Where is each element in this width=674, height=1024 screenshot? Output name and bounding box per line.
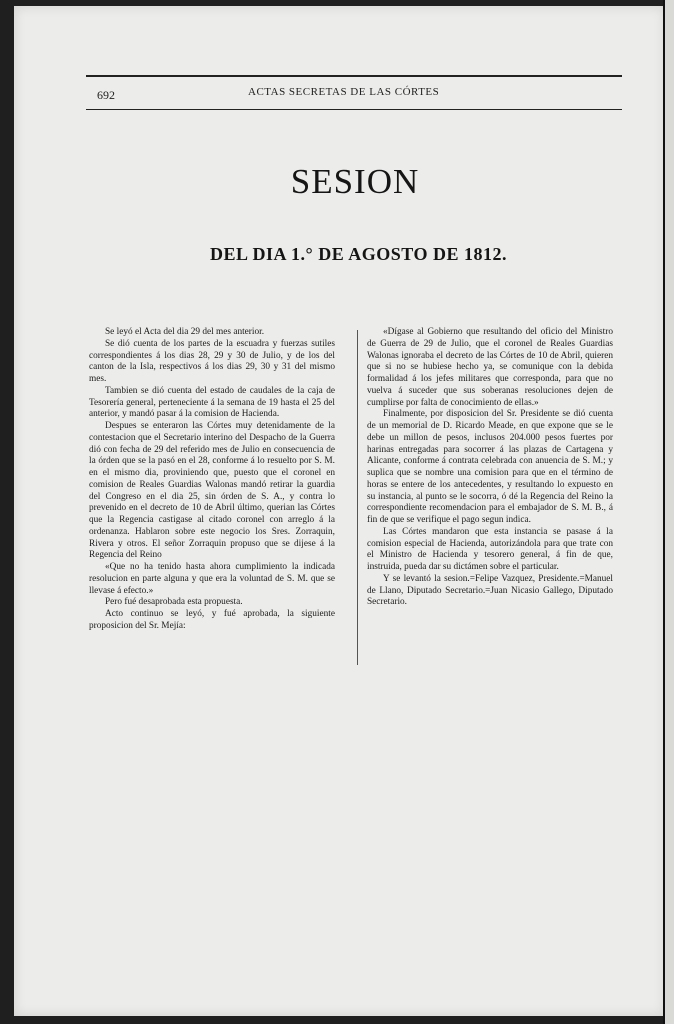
paragraph: Acto continuo se leyó, y fué aprobada, la siguiente proposicion del Sr. Mejía: [89,609,335,631]
paragraph: «Dígase al Gobierno que resultando del oficio del Ministro de Guerra de 29 de Julio, que el coronel de Reales Guardias Walonas ignoraba el decreto de las Córtes de 10 de Abril, quieren que si no se hubiese hecho ya, se comunique con la debida formalidad á los jefes militares que corresponda, para que no vuelva á suceder que sus soberanas resoluciones dejen de cumplirse por falta de conocimiento de ellas.» [367,327,613,408]
running-title: ACTAS SECRETAS DE LAS CÓRTES [248,86,440,98]
left-column [89,327,335,633]
paragraph: Despues se enteraron las Córtes muy detenidamente de la contestacion que el Secretario interino del Despacho de la Guerra dió con fecha de 29 del referido mes de Julio en consecuencia de la órden que se la pasó en el 28, conforme á lo resuelto por S. M. en el mismo dia, proviniendo que, puesto que el coronel en comision de Reales Guardias Walonas mandó retirar la guardia del Congreso en el dia 25, sin órden de S. A., y contra lo prevenido en el decreto de 10 de Abril último, querian las Córtes que la Regencia castigase al citado coronel con arreglo á la ordenanza. Hablaron sobre este negocio los Sres. Zorraquin, Rivera y otros. El señor Zorraquin propuso que se dijese á la Regencia del Reino [89,421,335,561]
paragraph: Tambien se dió cuenta del estado de caudales de la caja de Tesorería general, perteneciente á la semana de 19 hasta el 25 del anterior, y mandó pasar á la comision de Hacienda. [89,385,335,420]
paragraph: Se dió cuenta de los partes de la escuadra y fuerzas sutiles correspondientes á los dias 28, 29 y 30 de Julio, y de los del canton de la Isla, respectivos á los dias 29, 30 y 31 del mismo mes. [89,338,335,384]
paragraph: Se leyó el Acta del dia 29 del mes anterior. [105,327,265,337]
paragraph: Las Córtes mandaron que esta instancia se pasase á la comision especial de Hacienda, autorizándola para que trate con el Ministro de Hacienda y tesorero general, á fin de que, instruida, pueda dar su dictámen sobre el particular. [367,526,613,572]
paragraph: Pero fué desaprobada esta propuesta. [105,597,243,608]
header-rule-bottom [86,109,622,110]
right-column [367,327,613,609]
paragraph: Finalmente, por disposicion del Sr. Presidente se dió cuenta de un memorial de D. Ricardo Meade, en que expone que se le debe un millon de pesos, inclusos 204.000 pesos fuertes por harinas entregadas para socorrer á las plazas de Cartagena y Alicante, conforme á contrata celebrada con anuencia de S. M.; y suplica que se nombre una comision para que en el término de horas se entere de los antecedentes, y resultando lo expuesto en su instancia, al punto se le socorra, ó dé la Regencia del Reino la correspondiente recomendacion para el embajador de S. M. B., á fin de que se verifique el pago segun indica. [367,409,613,525]
session-date: DEL DIA 1.° DE AGOSTO DE 1812. [210,244,507,264]
adjacent-page-edge [663,0,674,1024]
header-rule-top [86,75,622,77]
session-title: SESION [290,162,420,201]
paragraph: «Que no ha tenido hasta ahora cumplimiento la indicada resolucion en parte alguna y que era la voluntad de S. M. que se llevase á efecto.» [89,562,335,596]
paragraph: Y se levantó la sesion.=Felipe Vazquez, Presidente.=Manuel de Llano, Diputado Secretario.=Juan Nicasio Gallego, Diputado Secretario. [367,573,613,608]
column-divider [357,330,358,665]
page-number: 692 [97,88,115,102]
